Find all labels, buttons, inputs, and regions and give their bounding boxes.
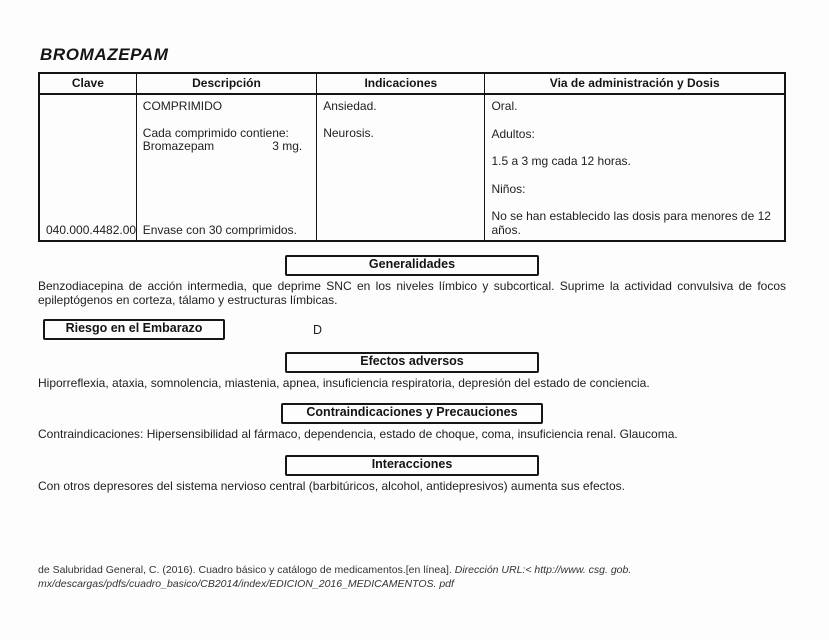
table-header-row	[39, 73, 785, 94]
drug-title: BROMAZEPAM	[40, 45, 169, 64]
dose-line: No se han establecido las dosis para menores de 12 años.	[491, 209, 771, 237]
contains-label: Cada comprimido contiene:	[142, 125, 289, 140]
page-content	[38, 45, 786, 493]
cell-indicaciones	[317, 94, 485, 241]
column-header-indicaciones: Indicaciones	[317, 73, 485, 94]
cell-via-dosis	[485, 94, 785, 241]
interacciones-text: Con otros depresores del sistema nervioso central (barbitúricos, alcohol, antidepresivos) aumenta sus efectos.	[38, 479, 625, 493]
dose-line: 1.5 a 3 mg cada 12 horas.	[491, 154, 631, 168]
column-header-descripcion: Descripción	[136, 73, 316, 94]
clave-code: 040.000.4482.00	[46, 222, 137, 237]
drug-info-table	[38, 72, 786, 242]
section-heading-contraindicaciones: Contraindicaciones y Precauciones	[281, 403, 543, 424]
section-heading-interacciones: Interacciones	[285, 455, 539, 476]
cell-descripcion	[136, 94, 316, 241]
citation	[38, 564, 658, 591]
efectos-adversos-text: Hiporreflexia, ataxia, somnolencia, miastenia, apnea, insuficiencia respiratoria, depresión del estado de conciencia.	[38, 376, 650, 390]
indication-item: Ansiedad.	[323, 99, 377, 113]
generalidades-text: Benzodiacepina de acción intermedia, que deprime SNC en los niveles límbico y subcortical. Suprime la actividad convulsiva de focos epileptógenos en corteza, tálamo y estructuras límbicas.	[38, 279, 786, 307]
dose-line: Niños:	[491, 181, 526, 196]
section-heading-generalidades: Generalidades	[285, 255, 539, 276]
column-header-via-dosis: Via de administración y Dosis	[485, 73, 785, 94]
dose-line: Adultos:	[491, 126, 535, 141]
indication-item: Neurosis.	[323, 125, 374, 140]
citation-line-1	[38, 564, 658, 578]
pharmaceutical-form: COMPRIMIDO	[142, 99, 223, 113]
cell-clave	[39, 94, 136, 241]
column-header-clave: Clave	[39, 73, 136, 94]
contraindicaciones-text: Contraindicaciones: Hipersensibilidad al fármaco, dependencia, estado de choque, coma, insuficiencia renal. Glaucoma.	[38, 427, 678, 441]
citation-url-part: Dirección URL:< http://www. csg. gob.	[454, 564, 632, 576]
section-heading-riesgo-embarazo: Riesgo en el Embarazo	[43, 319, 225, 340]
substance-name: Bromazepam	[142, 139, 215, 153]
dose-line: Oral.	[491, 99, 518, 113]
section-heading-efectos-adversos: Efectos adversos	[285, 352, 539, 373]
substance-amount: 3 mg.	[272, 139, 303, 153]
citation-regular-part: de Salubridad General, C. (2016). Cuadro básico y catálogo de medicamentos.[en línea].	[38, 564, 455, 576]
package-description: Envase con 30 comprimidos.	[142, 222, 297, 237]
pregnancy-risk-row	[43, 319, 786, 340]
substance-line	[143, 140, 312, 154]
table-row	[39, 94, 785, 241]
citation-line-2: mx/descargas/pdfs/cuadro_basico/CB2014/index/EDICION_2016_MEDICAMENTOS. pdf	[38, 577, 454, 590]
pregnancy-risk-category: D	[313, 322, 323, 337]
